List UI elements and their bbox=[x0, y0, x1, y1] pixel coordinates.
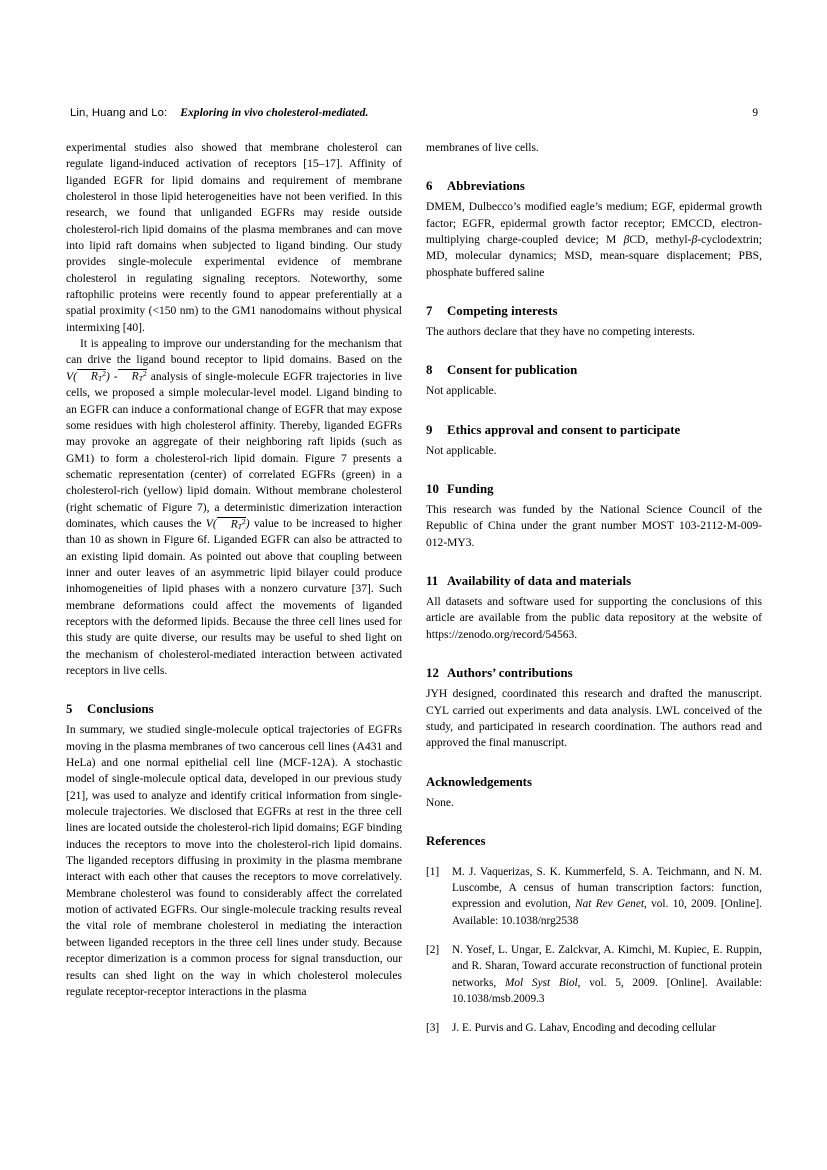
reference-item bbox=[426, 864, 762, 929]
spacer bbox=[426, 400, 762, 422]
spacer bbox=[426, 551, 762, 573]
math-expression-2: V( $R_T^2$) bbox=[205, 516, 250, 531]
section-body-competing-interests: The authors declare that they have no competing interests. bbox=[426, 326, 696, 339]
reference-item bbox=[426, 942, 762, 1007]
reference-journal: Mol Syst Biol bbox=[504, 976, 578, 989]
reference-post: , vol. 10, 2009. [Online]. Available: 10.1038/nrg2538 bbox=[452, 898, 762, 927]
two-column-body bbox=[66, 140, 762, 1037]
right-column bbox=[426, 140, 762, 1037]
section-body-abbreviations bbox=[426, 199, 762, 281]
section-body-ethics: Not applicable. bbox=[426, 444, 497, 457]
reference-text bbox=[452, 864, 762, 929]
section-number: 11 bbox=[426, 574, 439, 589]
left-column bbox=[66, 140, 402, 1037]
section-title: Funding bbox=[447, 482, 494, 497]
reference-text bbox=[452, 942, 762, 1007]
section-heading-ethics bbox=[426, 422, 762, 438]
section-title: Abbreviations bbox=[447, 179, 525, 194]
math-expression-1: V( $R_T^2) - R_T^2$ bbox=[66, 369, 147, 384]
paragraph-with-math bbox=[66, 336, 402, 679]
section-heading-acknowledgements: Acknowledgements bbox=[426, 774, 532, 789]
reference-post: , vol. 5, 2009. [Online]. Available: 10.1038/msb.2009.3 bbox=[452, 976, 762, 1005]
section-heading-conclusions bbox=[66, 701, 402, 717]
section-number: 7 bbox=[426, 304, 433, 319]
spacer bbox=[426, 340, 762, 362]
header-title: Exploring in vivo cholesterol-mediated. bbox=[180, 106, 369, 119]
para-math-lead: It is appealing to improve our understanding for the mechanism that can drive the ligand bound receptor to lipid domains. Based on the bbox=[66, 338, 402, 367]
para-math-tail2: value to be increased to higher than 10 as shown in Figure 6f. Liganded EGFR can also be attracted to an existing lipid domain. As pointed out above that coupling between inner and outer leaves of an asymmetric lipid bilayer could produce inhomogeneities of lipid phases with a nonzero curvature [37]. Such membrane deformations could affect the movements of liganded receptors with the deformed lipids. Because the three cell lines used for this study are quite diverse, our results may be useful to shed light on the mechanism of cholesterol-mediated interaction between activated receptors in live cells. bbox=[66, 517, 403, 677]
section-number: 8 bbox=[426, 363, 433, 378]
section-title: Ethics approval and consent to participate bbox=[447, 422, 681, 437]
section-title: Conclusions bbox=[87, 702, 154, 717]
section-body-conclusions: In summary, we studied single-molecule optical trajectories of EGFRs moving in the plasma membranes of two cancerous cell lines (A431 and HeLa) and one normal epithelial cell line (MCF-12A). A stochastic model of single-molecule optical data, developed in our previous study [21], was used to analyze and identify critical information from single-molecule trajectories. We disclosed that EGFRs at rest in the three cell lines are located outside the cholesterol-rich lipid domains; EGF binding induces the receptors to move into the cholesterol-rich lipid domains. The liganded receptors diffusing in proximity in the plasma membrane interact with each other that causes the receptors to move correlatively. Membrane cholesterol was found to considerably affect the correlated motion of activated EGFRs. Our single-molecule tracking results reveal the vital role of membrane cholesterol in mediating the interaction between liganded receptors in the three cell lines under study. Because receptor dimerization is a common process for signal transduction, our results can shed light on the way in which cholesterol molecules regulate receptor-receptor interactions in the plasma bbox=[66, 724, 402, 998]
running-header bbox=[70, 106, 758, 124]
paragraph-continued-right: membranes of live cells. bbox=[426, 142, 539, 154]
spacer bbox=[426, 459, 762, 481]
section-body-availability: All datasets and software used for supporting the conclusions of this article are available from the public data repository at the website of https://zenodo.org/record/54563. bbox=[426, 596, 762, 641]
paragraph-continued-left: experimental studies also showed that membrane cholesterol can regulate ligand-induced activation of receptors [15–17]. Affinity of liganded EGFR for lipid domains and requirement of membrane cholesterol in those lipid heterogeneities have not been verified. In this research, we found that unliganded EGFRs may reside outside cholesterol-rich lipid domains of the plasma membranes and can move into lipid raft domains when subjected to ligand binding. Our study provides single-molecule experimental evidence of membrane cholesterol in regulating signaling receptors. Noteworthy, some raftophilic proteins were recently found to appear preferentially at a spatial proximity (<150 nm) to the GM1 nanodomains without physical intermixing [40]. bbox=[66, 142, 402, 334]
abbrev-part-1: DMEM, Dulbecco’s modified eagle’s medium; EGF, epidermal growth factor; EGFR, epidermal growth factor receptor; EMCCD, electron-multiplying charge-coupled device; M bbox=[426, 201, 762, 247]
spacer bbox=[426, 281, 762, 303]
reference-pre: M. J. Vaquerizas, S. K. Kummerfeld, S. A. Teichmann, and N. M. Luscombe, A census of human transcription factors: function, expression and evolution, bbox=[452, 865, 762, 911]
reference-pre: J. E. Purvis and G. Lahav, Encoding and decoding cellular bbox=[452, 1022, 716, 1035]
reference-text bbox=[452, 1020, 762, 1036]
section-title: Competing interests bbox=[447, 304, 558, 319]
spacer bbox=[426, 156, 762, 178]
abbrev-part-3: -cyclodextrin; MD, molecular dynamics; MSD, mean-square displacement; PBS, phosphate buffered saline bbox=[426, 234, 762, 279]
spacer bbox=[426, 643, 762, 665]
section-body-consent-publication: Not applicable. bbox=[426, 385, 497, 398]
section-heading-availability bbox=[426, 573, 762, 589]
section-body-acknowledgements: None. bbox=[426, 796, 454, 809]
section-heading-funding bbox=[426, 481, 762, 497]
section-body-authors-contributions: JYH designed, coordinated this research and drafted the manuscript. CYL carried out experiments and data analysis. LWL conceived of the study, and participated in research coordination. The authors read and approved the final manuscript. bbox=[426, 688, 762, 750]
reference-number: [1] bbox=[426, 865, 440, 878]
section-title: Availability of data and materials bbox=[447, 574, 632, 589]
spacer bbox=[426, 849, 762, 864]
spacer bbox=[426, 752, 762, 774]
reference-item bbox=[426, 1020, 762, 1036]
section-body-funding: This research was funded by the National Science Council of the Republic of China under the grant number MOST 103-2112-M-009-012-MY3. bbox=[426, 504, 762, 549]
beta-symbol-2: β bbox=[691, 234, 698, 247]
reference-number: [3] bbox=[426, 1022, 440, 1035]
beta-symbol-1: β bbox=[623, 234, 630, 247]
spacer bbox=[66, 679, 402, 701]
section-heading-consent-publication bbox=[426, 362, 762, 378]
references-heading: References bbox=[426, 833, 486, 848]
section-heading-authors-contributions bbox=[426, 665, 762, 681]
para-math-tail: analysis of single-molecule EGFR trajectories in live cells, we proposed a simple molecular-level model. Ligand binding to an EGFR can induce a conformational change of EGFR that may expose some residues with high cholesterol affinity. Thereby, liganded EGFRs may provoke an aggregate of their neighboring raft lipids (such as GM1) to form a cholesterol-rich lipid domain. Figure 7 presents a schematic representation (center) of correlated EGFRs (green) in a cholesterol-rich (yellow) lipid domain. Without membrane cholesterol (right schematic of Figure 7), a deterministic dimerization interaction dominates, which causes the bbox=[66, 370, 403, 530]
abbrev-part-2: CD, methyl- bbox=[629, 234, 692, 247]
section-number: 6 bbox=[426, 179, 433, 194]
section-heading-abbreviations bbox=[426, 178, 762, 194]
section-number: 5 bbox=[66, 702, 73, 717]
section-number: 12 bbox=[426, 666, 439, 681]
header-authors: Lin, Huang and Lo: bbox=[70, 107, 168, 119]
section-number: 9 bbox=[426, 422, 433, 437]
section-title: Authors’ contributions bbox=[447, 666, 573, 681]
page-number: 9 bbox=[752, 107, 758, 119]
reference-pre: N. Yosef, L. Ungar, E. Zalckvar, A. Kimchi, M. Kupiec, E. Ruppin, and R. Sharan, Toward accurate reconstruction of functional protein networks, bbox=[452, 944, 762, 989]
reference-number: [2] bbox=[426, 944, 440, 957]
spacer bbox=[426, 811, 762, 833]
section-number: 10 bbox=[426, 482, 439, 497]
section-title: Consent for publication bbox=[447, 363, 578, 378]
section-heading-competing-interests bbox=[426, 303, 762, 319]
reference-journal: Nat Rev Genet bbox=[575, 898, 644, 911]
